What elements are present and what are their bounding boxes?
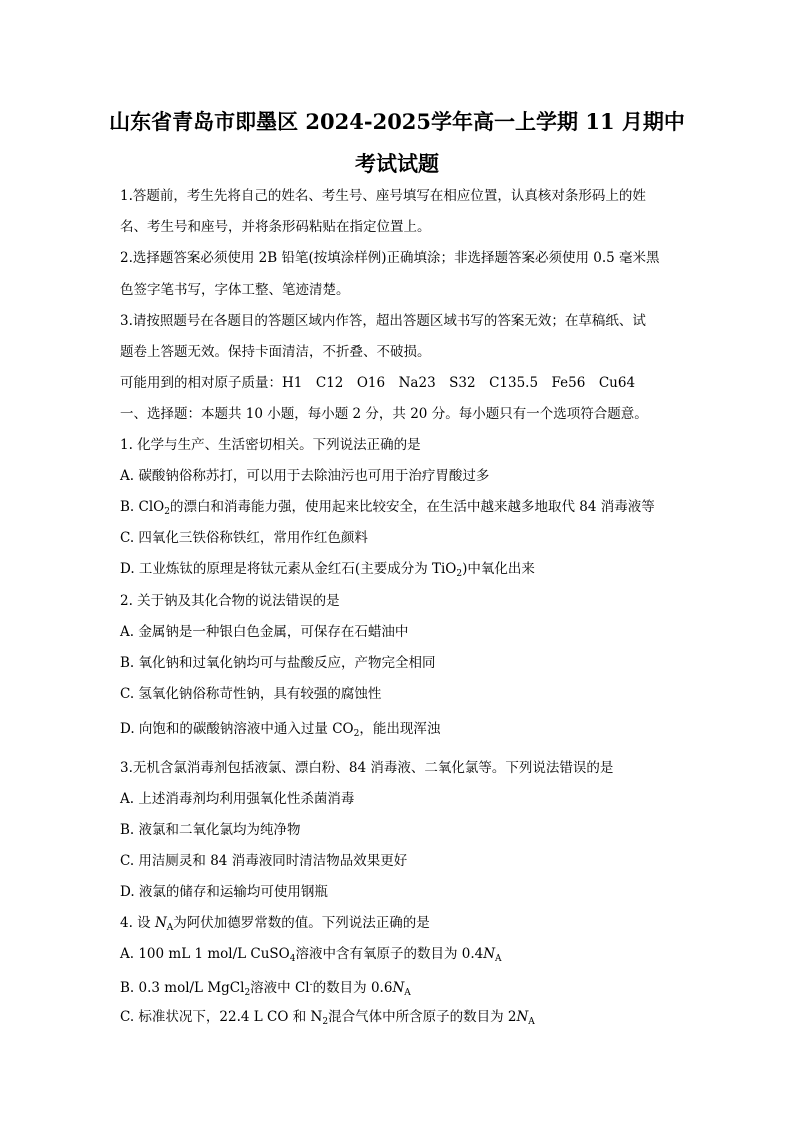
- question-1-option-a: A. 碳酸钠俗称苏打，可以用于去除油污也可用于治疗胃酸过多: [120, 468, 490, 484]
- question-3-option-b: B. 液氯和二氧化氯均为纯净物: [120, 822, 301, 838]
- question-3-option-d: D. 液氯的储存和运输均可使用钢瓶: [120, 884, 328, 900]
- q4-b-n: N: [392, 980, 405, 996]
- q1-d-sub: 2: [456, 569, 463, 579]
- instruction-1-line1: 1.答题前，考生先将自己的姓名、考生号、座号填写在相应位置，认真核对条形码上的姓: [120, 188, 646, 204]
- question-4-option-b: [120, 977, 411, 1001]
- instruction-3-line2: 题卷上答题无效。保持卡面清洁，不折叠、不破损。: [120, 344, 431, 360]
- q1-b-sub: 2: [164, 507, 170, 517]
- document-title-line1: 山东省青岛市即墨区 2024-2025学年高一上学期 11 月期中: [109, 109, 685, 134]
- q1-b-post: 的漂白和消毒能力强，使用起来比较安全，在生活中越来越多地取代 84 消毒液等: [169, 499, 655, 515]
- question-1-stem: 1. 化学与生产、生活密切相关。下列说法正确的是: [120, 437, 421, 453]
- q1-b-pre: B. ClO: [120, 499, 165, 515]
- instruction-3-line1: 3.请按照题号在各题目的答题区域内作答，超出答题区域书写的答案无效；在草稿纸、试: [120, 313, 646, 329]
- q4-c-sub: 2: [322, 1017, 329, 1027]
- q4-b-sup: -: [309, 980, 313, 990]
- question-4-option-a: [120, 946, 502, 967]
- q2-d-pre: D. 向饱和的碳酸钠溶液中通入过量 CO: [120, 721, 354, 737]
- q2-d-sub: 2: [353, 729, 360, 739]
- question-1-option-d: [120, 561, 535, 582]
- q4-a-sub: 4: [289, 954, 296, 964]
- instruction-2-line1: 2.选择题答案必须使用 2B 铅笔(按填涂样例)正确填涂；非选择题答案必须使用 0.5 毫米黑: [120, 250, 660, 266]
- q4-b-mid: 溶液中 Cl: [250, 980, 310, 996]
- q4-stem-sub: A: [166, 923, 174, 933]
- question-3-stem: 3.无机含氯消毒剂包括液氯、漂白粉、84 消毒液、二氧化氯等。下列说法错误的是: [120, 760, 614, 776]
- question-2-option-a: A. 金属钠是一种银白色金属，可保存在石蜡油中: [120, 624, 409, 640]
- question-4-stem: [120, 915, 430, 936]
- q4-c-pre: C. 标准状况下，22.4 L CO 和 N: [120, 1009, 323, 1025]
- q4-c-mid: 混合气体中所含原子的数目为 2: [328, 1009, 517, 1025]
- q1-d-post: )中氧化出来: [462, 561, 535, 577]
- q4-a-mid: 溶液中含有氧原子的数目为 0.4: [295, 946, 484, 962]
- question-2-option-d: [120, 721, 440, 742]
- q4-a-nsub: A: [495, 954, 502, 964]
- question-2-option-b: B. 氧化钠和过氧化钠均可与盐酸反应，产物完全相同: [120, 655, 436, 671]
- section-heading-multiple-choice: 一、选择题：本题共 10 小题，每小题 2 分，共 20 分。每小题只有一个选项符合题意。: [120, 406, 648, 422]
- atomic-masses: 可能用到的相对原子质量：H1 C12 O16 Na23 S32 C135.5 Fe56 Cu64: [120, 375, 636, 391]
- question-1-option-c: C. 四氧化三铁俗称铁红，常用作红色颜料: [120, 530, 368, 546]
- q4-a-n: N: [483, 946, 496, 962]
- question-1-option-b: [120, 499, 655, 520]
- q4-stem-pre: 4. 设: [120, 915, 155, 931]
- q4-c-nsub: A: [528, 1017, 535, 1027]
- question-4-option-c: [120, 1009, 535, 1030]
- instruction-2-line2: 色签字笔书写，字体工整、笔迹清楚。: [120, 282, 350, 298]
- q4-c-n: N: [516, 1009, 529, 1025]
- q4-b-post: 的数目为 0.6: [312, 980, 393, 996]
- question-2-option-c: C. 氢氧化钠俗称苛性钠，具有较强的腐蚀性: [120, 686, 382, 702]
- document-title-line2: 考试试题: [355, 151, 439, 176]
- question-3-option-c: C. 用洁厕灵和 84 消毒液同时清洁物品效果更好: [120, 853, 408, 869]
- q2-d-post: ，能出现浑浊: [359, 721, 441, 737]
- q4-stem-n: N: [154, 915, 167, 931]
- q4-b-pre: B. 0.3 mol/L MgCl: [120, 980, 245, 996]
- instruction-1-line2: 名、考生号和座号，并将条形码粘贴在指定位置上。: [120, 219, 431, 235]
- question-3-option-a: A. 上述消毒剂均利用强氧化性杀菌消毒: [120, 791, 355, 807]
- q4-b-nsub: A: [404, 988, 411, 998]
- q4-b-sub: 2: [244, 988, 251, 998]
- q4-a-pre: A. 100 mL 1 mol/L CuSO: [120, 946, 290, 962]
- q4-stem-post: 为阿伏加德罗常数的值。下列说法正确的是: [173, 915, 430, 931]
- question-2-stem: 2. 关于钠及其化合物的说法错误的是: [120, 593, 340, 609]
- q1-d-pre: D. 工业炼钛的原理是将钛元素从金红石(主要成分为 TiO: [120, 561, 457, 577]
